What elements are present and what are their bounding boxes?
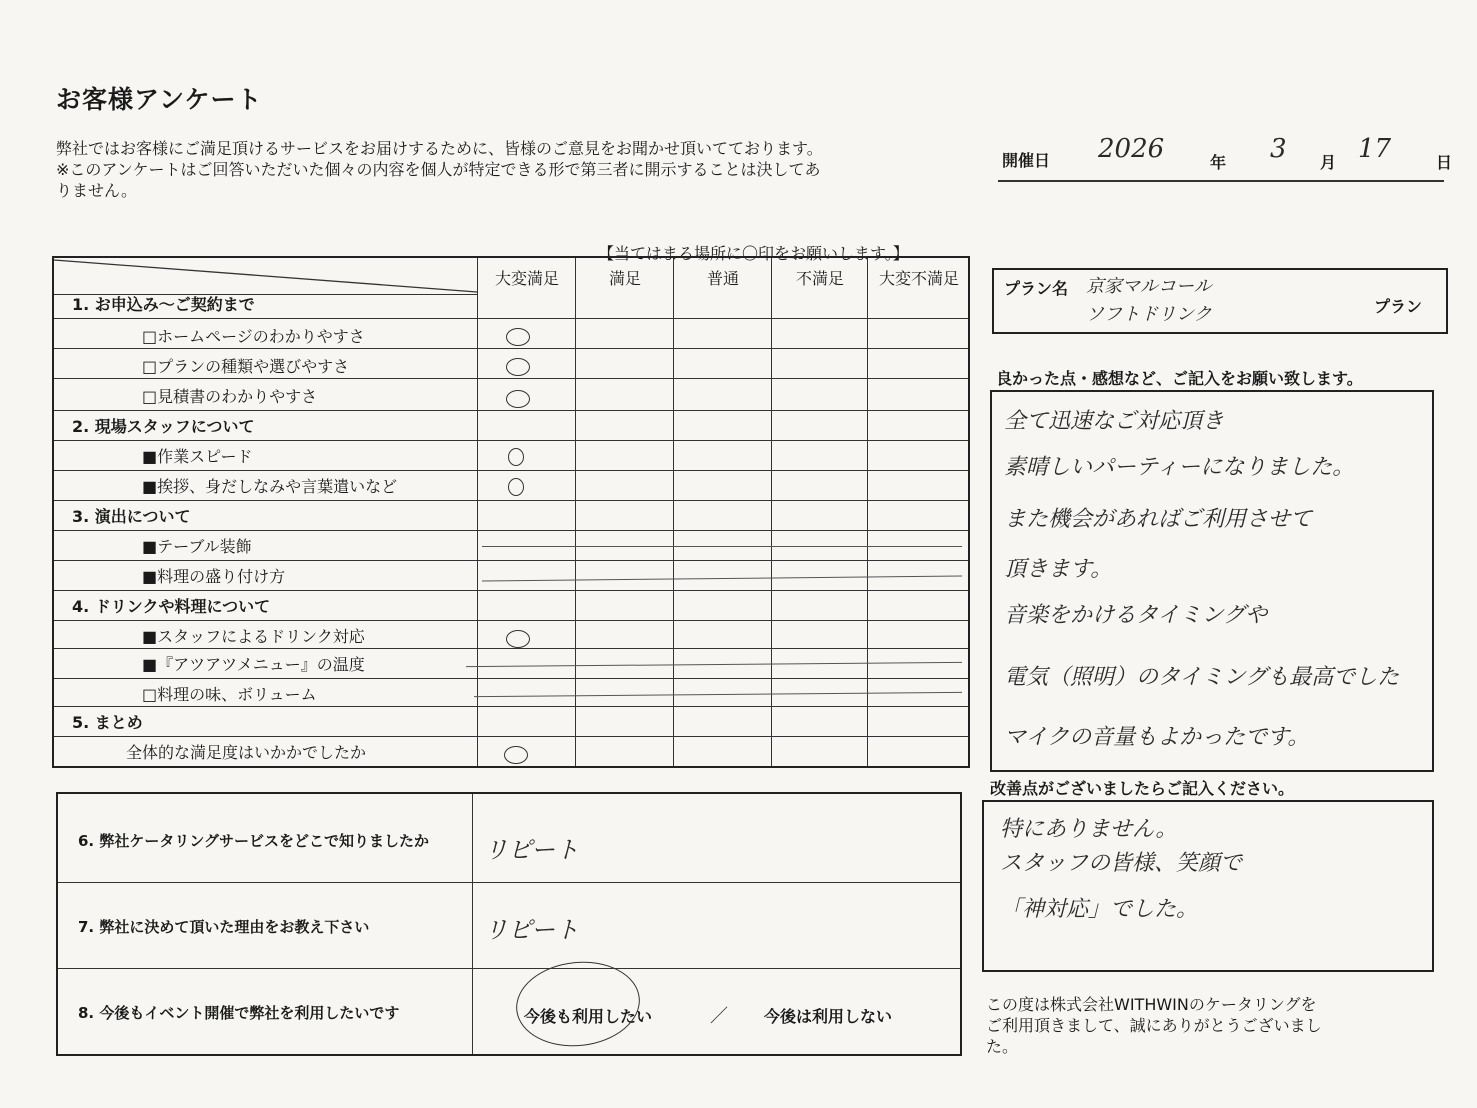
good-points-box[interactable] [990, 390, 1434, 772]
rating-item-label: □料理の味、ボリューム [142, 685, 317, 704]
rating-instruction: 【当てはまる場所に〇印をお願いします。】 [598, 244, 909, 263]
thanks-line: この度は株式会社WITHWINのケータリングを [986, 995, 1317, 1014]
column-divider [575, 258, 576, 766]
row-divider [54, 378, 968, 379]
circle-mark[interactable] [506, 390, 530, 408]
rating-item-label: ■挨拶、身だしなみや言葉遣いなど [142, 477, 398, 496]
row-divider [54, 410, 968, 411]
comment-line: また機会があればご利用させて [1004, 507, 1313, 532]
row-divider [54, 560, 968, 561]
comment-line: 素晴しいパーティーになりました。 [1004, 455, 1355, 480]
date-day-value[interactable]: 17 [1358, 134, 1392, 164]
row-divider [54, 620, 968, 621]
column-divider [771, 258, 772, 766]
intro-text [56, 138, 966, 201]
plan-box [992, 268, 1448, 334]
option-separator: ／ [710, 1006, 728, 1027]
rating-item-label: □見積書のわかりやすさ [142, 387, 318, 406]
improvements-box[interactable] [982, 800, 1434, 972]
rating-item-label: ■『アツアツメニュー』の温度 [142, 655, 365, 674]
selected-circle-mark [512, 956, 644, 1053]
comment-line: スタッフの皆様、笑顔で [1000, 851, 1243, 876]
row-divider [54, 500, 968, 501]
row-divider [54, 318, 968, 319]
row-divider [54, 590, 968, 591]
strike-line [474, 692, 962, 697]
comment-line: マイクの音量もよかったです。 [1004, 725, 1310, 750]
diagonal-header-line [54, 258, 479, 294]
row-divider [54, 678, 968, 679]
improvements-label: 改善点がございましたらご記入ください。 [990, 779, 1295, 798]
column-divider [673, 258, 674, 766]
good-points-label: 良かった点・感想など、ご記入をお願い致します。 [996, 369, 1363, 388]
date-underline [998, 180, 1444, 182]
option-no[interactable]: 今後は利用しない [764, 1007, 893, 1026]
circle-mark[interactable] [506, 328, 530, 346]
column-divider [477, 258, 478, 766]
comment-line: 頂きます。 [1004, 557, 1113, 582]
plan-suffix: プラン [1373, 297, 1422, 316]
row-divider [54, 470, 968, 471]
thanks-message [986, 994, 1416, 1057]
row-divider [54, 530, 968, 531]
comment-line: 電気（照明）のタイミングも最高でした [1004, 665, 1400, 690]
rating-item-label: □ホームページのわかりやすさ [142, 327, 365, 346]
intro-line: 弊社ではお客様にご満足頂けるサービスをお届けするために、皆様のご意見をお聞かせ頂いてております。 [56, 139, 823, 158]
rating-item-label: ■料理の盛り付け方 [142, 567, 286, 586]
comment-line: 「神対応」でした。 [1000, 897, 1199, 922]
option-yes[interactable]: 今後も利用したい [524, 1007, 653, 1026]
date-year-unit: 年 [1210, 153, 1227, 172]
row-divider [54, 736, 968, 737]
question-6-answer[interactable]: リピート [484, 836, 580, 864]
section-title: 5. まとめ [72, 713, 143, 732]
circle-mark[interactable] [506, 630, 530, 648]
date-label: 開催日 [1002, 151, 1051, 170]
comment-line: 全て迅速なご対応頂き [1004, 409, 1225, 434]
row-divider [58, 968, 960, 969]
column-header-dissatisfied: 不満足 [795, 269, 844, 288]
section-title: 3. 演出について [72, 507, 191, 526]
rating-table [52, 256, 970, 768]
circle-mark[interactable] [506, 358, 530, 376]
comment-line: 特にありません。 [1000, 817, 1178, 842]
plan-value-line2[interactable]: ソフトドリンク [1086, 304, 1212, 325]
strike-line [466, 662, 962, 667]
circle-mark[interactable] [508, 448, 524, 466]
column-divider [867, 258, 868, 766]
circle-mark[interactable] [504, 746, 528, 764]
row-divider [54, 440, 968, 441]
row-divider [58, 882, 960, 883]
question-7-label: 7. 弊社に決めて頂いた理由をお教え下さい [78, 918, 370, 936]
column-header-satisfied: 満足 [608, 269, 641, 288]
plan-value-line1[interactable]: 京家マルコール [1086, 276, 1212, 297]
date-month-unit: 月 [1320, 153, 1337, 172]
survey-title: お客様アンケート [56, 85, 263, 114]
section-title: 4. ドリンクや料理について [72, 597, 271, 616]
column-header-very-satisfied: 大変満足 [494, 269, 559, 288]
section-title: 1. お申込み～ご契約まで [72, 295, 255, 314]
column-header-very-dissatisfied: 大変不満足 [878, 269, 959, 288]
row-divider [54, 706, 968, 707]
date-year-value[interactable]: 2026 [1098, 134, 1165, 164]
column-header-normal: 普通 [706, 269, 739, 288]
rating-item-label: ■作業スピード [142, 447, 253, 466]
question-table [56, 792, 962, 1056]
date-month-value[interactable]: 3 [1270, 134, 1287, 164]
column-divider [472, 794, 473, 1054]
thanks-line: ご利用頂きまして、誠にありがとうございまし [986, 1016, 1322, 1035]
thanks-line: た。 [986, 1037, 1019, 1056]
strike-line [482, 575, 962, 581]
plan-label: プラン名 [1004, 279, 1069, 298]
strike-line [482, 546, 962, 547]
rating-item-label: 全体的な満足度はいかかでしたか [126, 743, 367, 762]
row-divider [54, 348, 968, 349]
intro-line: りません。 [56, 181, 137, 200]
circle-mark[interactable] [508, 478, 524, 496]
section-title: 2. 現場スタッフについて [72, 417, 255, 436]
question-7-answer[interactable]: リピート [484, 916, 580, 944]
question-6-label: 6. 弊社ケータリングサービスをどこで知りましたか [78, 832, 430, 850]
rating-item-label: ■スタッフによるドリンク対応 [142, 627, 365, 646]
comment-line: 音楽をかけるタイミングや [1004, 603, 1268, 628]
rating-item-label: □プランの種類や選びやすさ [142, 357, 350, 376]
question-8-label: 8. 今後もイベント開催で弊社を利用したいです [78, 1004, 400, 1022]
rating-item-label: ■テーブル装飾 [142, 537, 252, 556]
row-divider [54, 648, 968, 649]
intro-line: ※このアンケートはご回答いただいた個々の内容を個人が特定できる形で第三者に開示することは決してあ [56, 160, 821, 179]
date-day-unit: 日 [1436, 153, 1453, 172]
